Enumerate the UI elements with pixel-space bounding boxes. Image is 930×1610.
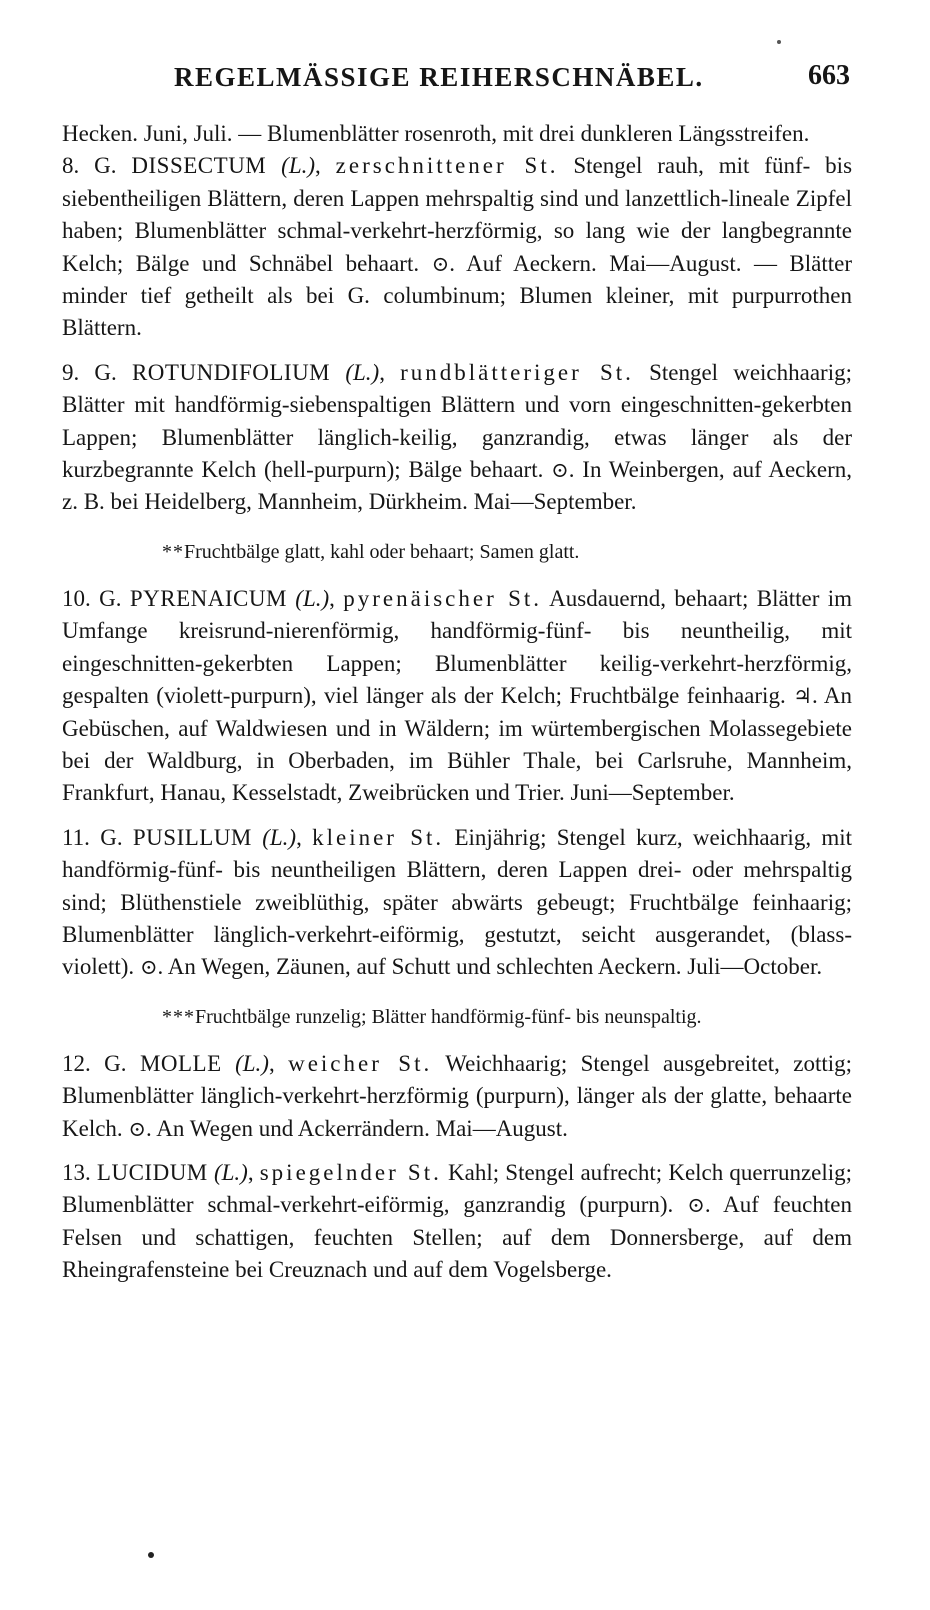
species-entry: 13. LUCIDUM (L.), spiegelnder St. Kahl; Stengel aufrecht; Kelch querrunzelig; Blumenblätter schmal-verkehrt-eiförmig, ganzrandig (purpurn). ⊙. Auf feuchten Felsen und schattigen, feuchten Stellen; auf dem Donnersberge, auf dem Rheingrafensteine bei Creuznach und auf dem Vogelsberge. [62,1159,853,1283]
species-entry: 12. G. MOLLE (L.), weicher St. Weichhaarig; Stengel ausgebreitet, zottig; Blumenblätter länglich-verkehrt-herzförmig (purpurn), länger als der glatte, behaarte Kelch. ⊙. An Wegen und Ackerrändern. Mai—August. [62,1048,852,1145]
species-name: PUSILLUM [132,824,252,850]
subsection-text: Fruchtbälge glatt, kahl oder behaart; Samen glatt. [184,540,580,563]
genus-abbrev: G. [99,585,122,611]
life-cycle-symbol: ♃ [793,684,812,709]
subsection-heading [162,537,852,567]
subsection-text: Fruchtbälge runzelig; Blätter handförmig-fünf- bis neunspaltig. [195,1005,702,1028]
description: Stengel weichhaarig; Blätter mit handförmig-siebenspaltigen Blättern und vorn eingeschnitten-gekerbten Lappen; Blumenblätter länglich-keilig, ganzrandig, etwas länger als der kurzbegrannte Kelch (hell-purpurn); Bälge behaart. [62,359,852,483]
description: Weichhaarig; Stengel ausgebreitet, zottig; Blumenblätter länglich-verkehrt-herzförmig (purpurn), länger als der glatte, behaarte Kelch. [62,1050,853,1141]
author-citation: (L.) [262,824,297,850]
intro-paragraph: Hecken. Juni, Juli. — Blumenblätter rosenroth, mit drei dunkleren Längsstreifen. [62,121,810,146]
author-citation: (L.) [345,359,380,385]
species-entry: 10. G. PYRENAICUM (L.), pyrenäischer St. Ausdauernd, behaart; Blätter im Umfange kreisrund-nierenförmig, handförmig-fünf- bis neuntheilig, mit eingeschnitten-gekerbten Lappen; Blumenblätter keilig-verkehrt-herzförmig, gespalten (violett-purpurn), viel länger als der Kelch; Fruchtbälge feinhaarig. ♃. An Gebüschen, auf Waldwiesen und in Wäldern; im würtembergischen Molassegebiete bei der Waldburg, in Oberbaden, im Bühler Thale, bei Carlsruhe, Mannheim, Frankfurt, Hanau, Kesselstadt, Zweibrücken und Trier. Juni—September. [62,585,853,806]
habitat-text: . Auf Aeckern. Mai—August. — Blätter minder tief getheilt als bei G. columbinum; Blumen kleiner, mit purpurrothen Blättern. [62,250,853,341]
running-title: REGELMÄSSIGE REIHERSCHNÄBEL. [174,62,704,92]
habitat-text: . An Wegen, Zäunen, auf Schutt und schlechten Aeckern. Juli—October. [157,954,823,980]
life-cycle-symbol: ⊙ [687,1193,705,1218]
subsection-mark: ** [162,540,184,563]
life-cycle-symbol: ⊙ [551,458,569,483]
species-number: 10. [62,585,91,611]
species-number: 9. [62,359,80,385]
species-name: PYRENAICUM [129,585,287,611]
description: Ausdauernd, behaart; Blätter im Umfange kreisrund-nierenförmig, handförmig-fünf- bis neuntheilig, mit eingeschnitten-gekerbten Lappen; Blumenblätter keilig-verkehrt-herzförmig, gespalten (violett-purpurn), viel länger als der Kelch; Fruchtbälge feinhaarig. [62,585,853,709]
author-citation: (L.) [281,153,316,179]
species-entry: 11. G. PUSILLUM (L.), kleiner St. Einjährig; Stengel kurz, weichhaarig, mit handförmig-fünf- bis neuntheiligen Blättern, deren Lappen drei- oder mehrspaltig sind; Blüthenstiele zweiblüthig, später abwärts gebeugt; Fruchtbälge feinhaarig; Blumenblätter länglich-verkehrt-eiförmig, gestutzt, seicht ausgerandet, (blass-violett). ⊙. An Wegen, Zäunen, auf Schutt und schlechten Aeckern. Juli—October. [62,822,852,984]
common-name: kleiner St. [312,824,445,850]
habitat-text: . Auf feuchten Felsen und schattigen, feuchten Stellen; auf dem Donnersberge, auf dem Rheingrafensteine bei Creuznach und auf dem Vogelsberge. [62,1192,852,1283]
author-citation: (L.) [295,585,330,611]
species-name: ROTUNDIFOLIUM [131,359,331,385]
description: Stengel rauh, mit fünf- bis siebentheiligen Blättern, deren Lappen mehrspaltig sind und lanzettlich-lineale Zipfel haben; Blumenblätter schmal-verkehrt-herzförmig, so lang wie der langbegrannte Kelch; Bälge und Schnäbel behaart. [62,153,853,276]
species-entry: 8. G. DISSECTUM (L.), zerschnittener St. Stengel rauh, mit fünf- bis siebentheiligen Blättern, deren Lappen mehrspaltig sind und lanzettlich-lineale Zipfel haben; Blumenblätter schmal-verkehrt-herzförmig, so lang wie der langbegrannte Kelch; Bälge und Schnäbel behaart. ⊙. Auf Aeckern. Mai—August. — Blätter minder tief getheilt als bei G. columbinum; Blumen kleiner, mit purpurrothen Blättern. [62,153,853,341]
species-entry: 9. G. ROTUNDIFOLIUM (L.), rundblätteriger St. Stengel weichhaarig; Blätter mit handförmig-siebenspaltigen Blättern und vorn eingeschnitten-gekerbten Lappen; Blumenblätter länglich-keilig, ganzrandig, etwas länger als der kurzbegrannte Kelch (hell-purpurn); Bälge behaart. ⊙. In Weinbergen, auf Aeckern, z. B. bei Heidelberg, Mannheim, Dürkheim. Mai—September. [62,359,852,515]
common-name: rundblätteriger St. [400,359,634,385]
print-bullet [148,1552,154,1558]
running-header [62,62,852,102]
common-name: pyrenäischer St. [343,585,543,611]
genus-abbrev: G. [104,1050,127,1076]
genus-abbrev: G. [94,153,117,179]
author-citation: (L.) [235,1050,269,1076]
life-cycle-symbol: ⊙ [139,955,158,980]
species-number: 11. [62,824,90,850]
page-number: 663 [808,60,850,91]
author-citation: (L.) [213,1159,248,1185]
common-name: weicher St. [288,1050,433,1076]
life-cycle-symbol: ⊙ [128,1116,147,1141]
species-number: 8. [62,153,80,179]
genus-abbrev: G. [94,359,117,385]
common-name: zerschnittener St. [335,153,559,179]
print-speck [777,40,781,44]
species-name: LUCIDUM [96,1159,208,1185]
species-name: DISSECTUM [131,153,267,179]
species-number: 12. [62,1050,91,1076]
genus-abbrev: G. [100,824,123,850]
description: Kahl; Stengel aufrecht; Kelch querrunzelig; Blumenblätter schmal-verkehrt-eiförmig, ganzrandig (purpurn). [62,1159,853,1218]
habitat-text: . An Wegen und Ackerrändern. Mai—August. [146,1115,568,1141]
species-number: 13. [62,1159,91,1185]
subsection-mark: *** [162,1005,195,1028]
species-name: MOLLE [139,1050,222,1076]
habitat-text: . An Gebüschen, auf Waldwiesen und in Wäldern; im würtembergischen Molassegebiete bei der Waldburg, in Oberbaden, im Bühler Thale, bei Carlsruhe, Mannheim, Frankfurt, Hanau, Kesselstadt, Zweibrücken und Trier. Juni—September. [62,683,853,806]
common-name: spiegelnder St. [259,1159,442,1185]
book-page [62,62,852,1287]
subsection-heading [162,1002,852,1032]
life-cycle-symbol: ⊙ [431,251,450,276]
description: Einjährig; Stengel kurz, weichhaarig, mit handförmig-fünf- bis neuntheiligen Blättern, deren Lappen drei- oder mehrspaltig sind; Blüthenstiele zweiblüthig, später abwärts gebeugt; Fruchtbälge feinhaarig; Blumenblätter länglich-verkehrt-eiförmig, gestutzt, seicht ausgerandet, (blass-violett). [62,824,853,980]
habitat-text: . In Weinbergen, auf Aeckern, z. B. bei Heidelberg, Mannheim, Dürkheim. Mai—September. [62,457,852,515]
